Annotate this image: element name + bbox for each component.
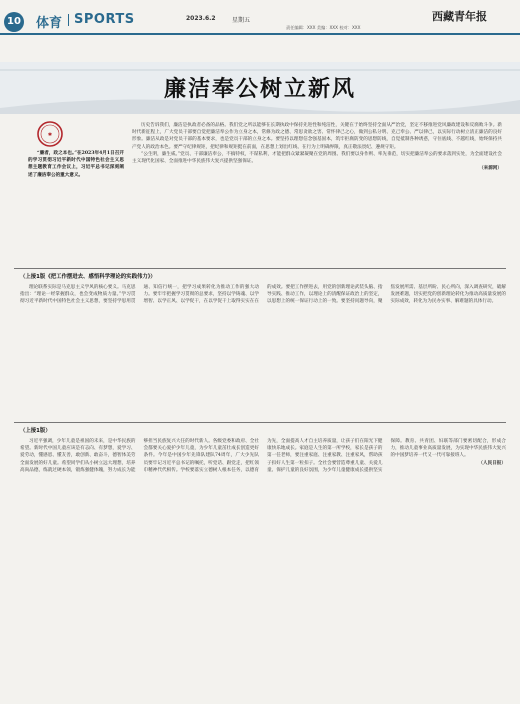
page-number-badge: 10 [4,12,24,32]
article1-column-2 [132,122,502,260]
issue-date: 2023.6.2 [186,15,216,22]
newspaper-name: 西藏青年报 [432,10,487,23]
headline-banner [0,62,520,114]
section2-body [20,284,506,416]
section-rule-1 [14,268,506,269]
section3-signature: （人民日报） [478,460,506,466]
section3-paragraph: 习近平强调，少年儿童是祖国的未来，是中华民族的希望。新时代中国儿童应该是有志向、有梦想，爱学习、爱劳动，懂感恩、懂友善，敢创新、敢奋斗，德智体美劳全面发展的好儿童。希望同学们从小树立远大理想，培养高尚品德，练就过硬本领，锻炼强健体魄，努力成长为能够担当民族复兴大任的时代新人。各级党委和政府、全社会都要关心爱护少年儿童，为少年儿童茁壮成长创造更好条件。今年是中国少年先锋队建队74周年，广大少先队员要牢记习近平总书记的嘱托，听党话、跟党走，把红领巾精神代代相传。学校要落实立德树人根本任务，以德育为先，全面提高人才自主培养质量，让孩子们在阳光下健康快乐地成长。家庭是人生的第一所学校，家长是孩子的第一任老师，要注重家庭、注重家教、注重家风，帮助孩子扣好人生第一粒扣子。全社会要营造尊重儿童、关爱儿童、保护儿童的良好氛围，为少年儿童健康成长提供坚实保障。教育、共青团、妇联等部门要密切配合，形成合力，推动儿童事业高质量发展，为实现中华民族伟大复兴的中国梦培养一代又一代可靠接班人。 [20,439,506,473]
staff-credits: 责任编辑：XXX 美编：XXX 校对：XXX [286,25,361,30]
section2-paragraph: 理论联系实际是马克思主义学风的核心要义。马克思指出：“理论一经掌握群众，也会变成物质力量。”学习贯彻习近平新时代中国特色社会主义思想，要坚持学思用贯通、知信行统一，把学习成果转化为推动工作的强大动力。要牢牢把握学习贯彻的总要求，坚持以学铸魂、以学增智、以学正风、以学促干，在以学促干上取得实实在在的成效。要把工作摆进去，用党的创新理论武装头脑、指导实践、推动工作，以理论上的清醒保证政治上的坚定，以思想上的统一保证行动上的一致。要坚持问题导向，聚焦发展所需、基层所盼、民心所向，深入调查研究，破解发展难题，切实把党的创新理论转化为推动高质量发展的实际成效，转化为为民办实事、解难题的具体行动。 [20,285,506,305]
section3-body [20,438,506,690]
page-header [0,0,520,40]
article1-signature: （来源网） [479,166,502,172]
issue-weekday: 星期五 [232,17,251,24]
article1-body: 历史告诉我们，廉洁是执政者必备的品格。我们党之所以能够在长期执政中保持先进性和纯洁性，关键在于始终坚持全面从严治党，坚定不移推进党风廉政建设和反腐败斗争。新时代新征程上，广大党员干部要自觉把廉洁奉公作为立身之本，常修为政之德、常思贪欲之害、常怀律己之心，做到公私分明、克己奉公、严以律己，以实际行动树立清正廉洁的良好形象。廉洁从政是对党员干部的基本要求，也是党员干部的立身之本。要坚持以理想信念强基固本，筑牢拒腐防变的思想防线，自觉抵制各种诱惑，守住底线、不越红线，始终保持共产党人的政治本色。要严守纪律规矩，把纪律和规矩挺在前面，在思想上划出红线、在行为上明确界限，真正敬法畏纪、遵规守矩。 [132,123,502,150]
svg-text:✱: ✱ [47,132,53,138]
section-rule-2 [14,422,506,423]
header-rule [0,33,520,35]
page-headline: 廉洁奉公树立新风 [163,76,356,102]
section2-subhead: （上接1版《把工作摆进去、感悟科学理论的实践伟力》） [20,274,156,280]
section-name-en: SPORTS [74,12,135,27]
section3-subhead: （上接1版） [20,428,51,434]
seal-stamp-icon [36,120,64,148]
article1-column-1 [28,150,124,248]
article1-lead: “廉者，政之本也。”在2023年4月1日召开的学习贯彻习近平新时代中国特色社会主义思想主题教育工作会议上，习近平总书记深刻阐述了廉洁奉公的重大意义。 [28,151,124,178]
section-divider [68,14,69,26]
section-name-cn: 体育 [36,16,63,31]
article1-tail: “公生明，廉生威。”党员、干部廉洁奉公，不搞特权，不谋私利，才能把群众紧紧凝聚在党的周围。我们要以身作则、率先垂范，切实把廉洁奉公的要求落到实处，为全面建设社会主义现代化国家、全面推进中华民族伟大复兴提供坚强保证。 [132,151,502,165]
